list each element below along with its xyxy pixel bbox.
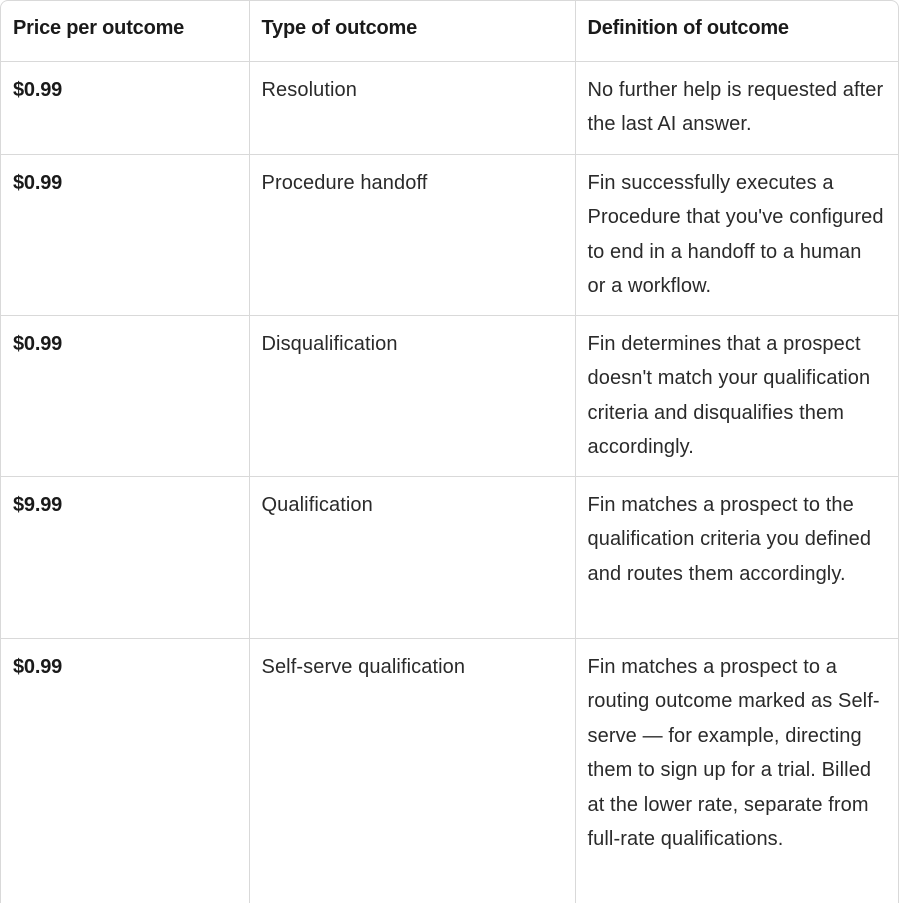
- table-row: [1, 476, 899, 638]
- definition-cell: Fin matches a prospect to the qualification criteria you defined and routes them accordingly.: [575, 476, 899, 638]
- definition-cell: Fin determines that a prospect doesn't match your qualification criteria and disqualifies them accordingly.: [575, 315, 899, 476]
- definition-cell: No further help is requested after the last AI answer.: [575, 61, 899, 154]
- price-cell: $0.99: [1, 154, 249, 315]
- definition-cell: Fin matches a prospect to a routing outcome marked as Self-serve — for example, directing them to sign up for a trial. Billed at the lower rate, separate from full-rate qualifications.: [587, 655, 880, 850]
- definition-cell: Fin successfully executes a Procedure that you've configured to end in a handoff to a human or a workflow.: [575, 154, 899, 315]
- table-row: [1, 315, 899, 476]
- price-cell: $9.99: [1, 476, 249, 638]
- table-header-row: [1, 1, 899, 61]
- table-row: [1, 638, 899, 903]
- price-cell: $0.99: [1, 315, 249, 476]
- type-cell: Self-serve qualification: [249, 638, 575, 903]
- type-cell: Procedure handoff: [249, 154, 575, 315]
- outcome-pricing-table: [1, 1, 899, 903]
- table-row: [1, 154, 899, 315]
- type-cell: Disqualification: [249, 315, 575, 476]
- type-cell: Qualification: [249, 476, 575, 638]
- column-header-type: Type of outcome: [249, 1, 575, 61]
- type-cell: Resolution: [249, 61, 575, 154]
- price-cell: $0.99: [1, 638, 249, 903]
- column-header-definition: Definition of outcome: [575, 1, 899, 61]
- table-row: [1, 61, 899, 154]
- price-cell: $0.99: [1, 61, 249, 154]
- column-header-price: Price per outcome: [1, 1, 249, 61]
